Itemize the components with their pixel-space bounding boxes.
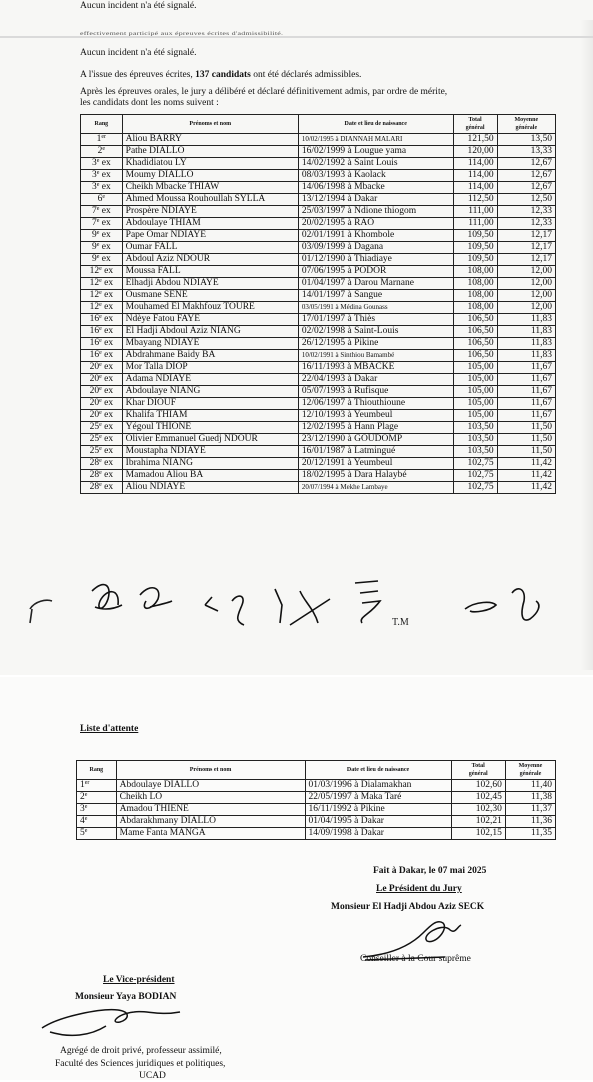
- total-cell: 108,00: [453, 278, 497, 290]
- average-cell: 11,83: [497, 350, 555, 362]
- total-cell: 121,50: [453, 134, 497, 146]
- table-row: [81, 386, 556, 398]
- header-average: Moyenne générale: [497, 115, 555, 134]
- total-cell: 103,50: [453, 446, 497, 458]
- birth-cell: 08/03/1993 à Kaolack: [298, 170, 453, 182]
- rank-cell: 9e ex: [81, 230, 123, 242]
- rank-cell: 25e ex: [81, 434, 123, 446]
- average-cell: 11,67: [497, 374, 555, 386]
- waiting-name-cell: Abdarakhmany DIALLO: [116, 816, 305, 828]
- birth-cell: 12/10/1993 à Yeumbeul: [298, 410, 453, 422]
- rank-cell: 16e ex: [81, 314, 123, 326]
- waiting-name-cell: Cheikh LO: [116, 792, 305, 804]
- name-cell: Mamadou Aliou BA: [122, 470, 298, 482]
- header-name: Prénoms et nom: [122, 115, 298, 134]
- waiting-name-cell: Amadou THIENE: [116, 804, 305, 816]
- total-cell: 102,75: [453, 470, 497, 482]
- waiting-rank-cell: 3e: [77, 804, 117, 816]
- top-no-incident-text: Aucun incident n'a été signalé.: [80, 1, 197, 11]
- waiting-birth-cell: 01/03/1996 à Dialamakhan: [305, 780, 451, 792]
- table-header-row: [81, 115, 556, 134]
- waiting-row: [77, 828, 556, 840]
- average-cell: 11,50: [497, 446, 555, 458]
- waiting-average-cell: 11,40: [505, 780, 555, 792]
- table-row: [81, 434, 556, 446]
- average-cell: 12,00: [497, 302, 555, 314]
- name-cell: El Hadji Abdoul Aziz NIANG: [122, 326, 298, 338]
- president-name: Monsieur El Hadji Abdou Aziz SECK: [331, 902, 485, 912]
- birth-cell: 22/04/1993 à Dakar: [298, 374, 453, 386]
- name-cell: Mor Talla DIOP: [122, 362, 298, 374]
- total-cell: 111,00: [453, 206, 497, 218]
- no-incident-text: Aucun incident n'a été signalé.: [80, 48, 197, 58]
- table-row: [81, 170, 556, 182]
- waiting-average-cell: 11,36: [505, 816, 555, 828]
- signature-initials-text: T.M: [392, 617, 409, 628]
- birth-cell: 01/12/1990 à Thiadiaye: [298, 254, 453, 266]
- rank-cell: 25e ex: [81, 422, 123, 434]
- table-row: [81, 290, 556, 302]
- birth-cell: 05/07/1993 à Rufisque: [298, 386, 453, 398]
- rank-cell: 16e ex: [81, 326, 123, 338]
- birth-cell: 23/12/1990 à GOUDOMP: [298, 434, 453, 446]
- total-cell: 102,75: [453, 482, 497, 494]
- orals-text-line2: les candidats dont les noms suivent :: [80, 98, 219, 108]
- waiting-average-cell: 11,35: [505, 828, 555, 840]
- table-row: [81, 254, 556, 266]
- table-row: [81, 422, 556, 434]
- name-cell: Moussa FALL: [122, 266, 298, 278]
- name-cell: Elhadji Abdou NDIAYE: [122, 278, 298, 290]
- table-row: [81, 146, 556, 158]
- table-row: [81, 374, 556, 386]
- birth-cell: 12/02/1995 à Hann Plage: [298, 422, 453, 434]
- birth-cell: 02/01/1991 à Khombole: [298, 230, 453, 242]
- birth-cell: 20/07/1994 à Mekhe Lambaye: [298, 482, 453, 494]
- total-cell: 106,50: [453, 350, 497, 362]
- waiting-header-row: [77, 761, 556, 780]
- birth-cell: 25/03/1997 à Ndione thiogom: [298, 206, 453, 218]
- total-cell: 105,00: [453, 386, 497, 398]
- waiting-header-rank: Rang: [77, 761, 117, 780]
- name-cell: Ousmane SENE: [122, 290, 298, 302]
- average-cell: 12,33: [497, 218, 555, 230]
- average-cell: 12,67: [497, 182, 555, 194]
- total-cell: 105,00: [453, 362, 497, 374]
- waiting-rank-cell: 4e: [77, 816, 117, 828]
- table-row: [81, 182, 556, 194]
- birth-cell: 14/06/1998 à Mbacke: [298, 182, 453, 194]
- birth-cell: 12/06/1997 à Thiouthioune: [298, 398, 453, 410]
- table-row: [81, 314, 556, 326]
- waiting-total-cell: 102,45: [451, 792, 505, 804]
- total-cell: 109,50: [453, 242, 497, 254]
- average-cell: 11,83: [497, 338, 555, 350]
- average-cell: 11,50: [497, 422, 555, 434]
- rank-cell: 16e ex: [81, 350, 123, 362]
- name-cell: Pathe DIALLO: [122, 146, 298, 158]
- header-rank: Rang: [81, 115, 123, 134]
- rank-cell: 9e ex: [81, 254, 123, 266]
- average-cell: 11,83: [497, 326, 555, 338]
- average-cell: 11,67: [497, 398, 555, 410]
- table-row: [81, 458, 556, 470]
- total-cell: 109,50: [453, 230, 497, 242]
- total-cell: 102,75: [453, 458, 497, 470]
- rank-cell: 20e ex: [81, 410, 123, 422]
- admitted-candidates-table: [80, 114, 556, 494]
- table-row: [81, 206, 556, 218]
- rank-cell: 9e ex: [81, 242, 123, 254]
- average-cell: 13,50: [497, 134, 555, 146]
- average-cell: 11,50: [497, 434, 555, 446]
- rank-cell: 7e ex: [81, 206, 123, 218]
- name-cell: Ahmed Moussa Rouhoullah SYLLA: [122, 194, 298, 206]
- rank-cell: 2e: [81, 146, 123, 158]
- place-date-text: Fait à Dakar, le 07 mai 2025: [373, 866, 487, 876]
- average-cell: 11,67: [497, 386, 555, 398]
- total-cell: 114,00: [453, 182, 497, 194]
- birth-cell: 16/02/1999 à Louguе yama: [298, 146, 453, 158]
- waiting-list-title: Liste d'attente: [80, 724, 139, 734]
- total-cell: 103,50: [453, 434, 497, 446]
- rank-cell: 20e ex: [81, 374, 123, 386]
- name-cell: Abdoulaye THIAM: [122, 218, 298, 230]
- name-cell: Khadidiatou LY: [122, 158, 298, 170]
- waiting-header-average: Moyenne générale: [505, 761, 555, 780]
- name-cell: Moustapha NDIAYE: [122, 446, 298, 458]
- total-cell: 108,00: [453, 290, 497, 302]
- rank-cell: 16e ex: [81, 338, 123, 350]
- table-row: [81, 266, 556, 278]
- name-cell: Adama NDIAYE: [122, 374, 298, 386]
- waiting-total-cell: 102,30: [451, 804, 505, 816]
- waiting-row: [77, 792, 556, 804]
- birth-cell: 14/01/1997 à Sangue: [298, 290, 453, 302]
- table-row: [81, 338, 556, 350]
- waiting-name-cell: Abdoulaye DIALLO: [116, 780, 305, 792]
- table-row: [81, 218, 556, 230]
- name-cell: Prospère NDIAYE: [122, 206, 298, 218]
- average-cell: 11,67: [497, 362, 555, 374]
- total-cell: 106,50: [453, 338, 497, 350]
- cropped-line-text: effectivement participé aux épreuves écrites d'admissibilité.: [80, 31, 284, 37]
- birth-cell: 01/04/1997 à Darou Marnane: [298, 278, 453, 290]
- waiting-total-cell: 102,15: [451, 828, 505, 840]
- rank-cell: 28e ex: [81, 482, 123, 494]
- average-cell: 11,83: [497, 314, 555, 326]
- average-cell: 12,00: [497, 290, 555, 302]
- rank-cell: 1er: [81, 134, 123, 146]
- name-cell: Khalifa THIAM: [122, 410, 298, 422]
- waiting-birth-cell: 16/11/1992 à Pikine: [305, 804, 451, 816]
- waiting-birth-cell: 22/05/1997 à Maka Taré: [305, 792, 451, 804]
- waiting-header-total: Total général: [451, 761, 505, 780]
- table-row: [81, 482, 556, 494]
- average-cell: 11,42: [497, 458, 555, 470]
- rank-cell: 3e ex: [81, 158, 123, 170]
- total-cell: 105,00: [453, 410, 497, 422]
- total-cell: 111,00: [453, 218, 497, 230]
- average-cell: 12,50: [497, 194, 555, 206]
- waiting-row: [77, 804, 556, 816]
- total-cell: 105,00: [453, 374, 497, 386]
- name-cell: Mouhamed El Makhfouz TOURE: [122, 302, 298, 314]
- table-row: [81, 350, 556, 362]
- waiting-header-name: Prénoms et nom: [116, 761, 305, 780]
- rank-cell: 12e ex: [81, 302, 123, 314]
- birth-cell: 10/02/1995 à DIANNAH MALARI: [298, 134, 453, 146]
- birth-cell: 03/09/1999 à Dagana: [298, 242, 453, 254]
- average-cell: 12,67: [497, 170, 555, 182]
- waiting-rank-cell: 2e: [77, 792, 117, 804]
- name-cell: Cheikh Mbacke THIAW: [122, 182, 298, 194]
- name-cell: Aliou BARRY: [122, 134, 298, 146]
- table-row: [81, 398, 556, 410]
- average-cell: 12,00: [497, 278, 555, 290]
- total-cell: 112,50: [453, 194, 497, 206]
- jury-signatures: [0, 565, 593, 640]
- total-cell: 120,00: [453, 146, 497, 158]
- average-cell: 12,17: [497, 254, 555, 266]
- birth-cell: 20/02/1995 à RAO: [298, 218, 453, 230]
- rank-cell: 12e ex: [81, 266, 123, 278]
- table-row: [81, 410, 556, 422]
- birth-cell: 20/12/1991 à Yeumbeul: [298, 458, 453, 470]
- average-cell: 12,00: [497, 266, 555, 278]
- name-cell: Abdoulaye NIANG: [122, 386, 298, 398]
- table-row: [81, 134, 556, 146]
- average-cell: 11,42: [497, 470, 555, 482]
- name-cell: Pape Omar NDIAYE: [122, 230, 298, 242]
- president-role: Conseiller à la Cour suprême: [360, 954, 471, 964]
- rank-cell: 20e ex: [81, 362, 123, 374]
- waiting-total-cell: 102,21: [451, 816, 505, 828]
- waiting-birth-cell: 01/04/1995 à Dakar: [305, 816, 451, 828]
- name-cell: Ndèye Fatou FAYE: [122, 314, 298, 326]
- average-cell: 12,17: [497, 242, 555, 254]
- rank-cell: 28e ex: [81, 470, 123, 482]
- table-row: [81, 446, 556, 458]
- vp-role-line2: Faculté des Sciences juridiques et politiques,: [55, 1059, 226, 1069]
- table-row: [81, 302, 556, 314]
- name-cell: Khar DIOUF: [122, 398, 298, 410]
- rank-cell: 12e ex: [81, 290, 123, 302]
- rank-cell: 6e: [81, 194, 123, 206]
- rank-cell: 20e ex: [81, 386, 123, 398]
- orals-text-line1: Après les épreuves orales, le jury a délibéré et déclaré définitivement admis, par ordre de mérite,: [80, 87, 448, 97]
- average-cell: 13,33: [497, 146, 555, 158]
- name-cell: Ibrahima NIANG: [122, 458, 298, 470]
- birth-cell: 16/01/1987 à Latmingué: [298, 446, 453, 458]
- vp-name: Monsieur Yaya BODIAN: [75, 992, 177, 1002]
- header-birth: Date et lieu de naissance: [298, 115, 453, 134]
- header-total: Total général: [453, 115, 497, 134]
- birth-cell: 26/12/1995 à Pikine: [298, 338, 453, 350]
- name-cell: Moumy DIALLO: [122, 170, 298, 182]
- name-cell: Oumar FALL: [122, 242, 298, 254]
- waiting-average-cell: 11,37: [505, 804, 555, 816]
- table-row: [81, 326, 556, 338]
- name-cell: Olivier Emmanuel Guedj NDOUR: [122, 434, 298, 446]
- total-cell: 103,50: [453, 422, 497, 434]
- name-cell: Mbayang NDIAYE: [122, 338, 298, 350]
- total-cell: 109,50: [453, 254, 497, 266]
- vp-title: Le Vice-président: [103, 975, 175, 985]
- average-cell: 11,67: [497, 410, 555, 422]
- admissibles-text: A l'issue des épreuves écrites, 137 candidats ont été déclarés admissibles.: [80, 70, 362, 80]
- table-row: [81, 470, 556, 482]
- rank-cell: 28e ex: [81, 458, 123, 470]
- birth-cell: 17/01/1997 à Thiès: [298, 314, 453, 326]
- total-cell: 108,00: [453, 302, 497, 314]
- total-cell: 114,00: [453, 158, 497, 170]
- waiting-name-cell: Mame Fanta MANGA: [116, 828, 305, 840]
- rank-cell: 3e ex: [81, 170, 123, 182]
- vp-signature: [30, 998, 220, 1048]
- waiting-header-birth: Date et lieu de naissance: [305, 761, 451, 780]
- birth-cell: 13/12/1994 à Dakar: [298, 194, 453, 206]
- rank-cell: 3e ex: [81, 182, 123, 194]
- waiting-row: [77, 816, 556, 828]
- table-row: [81, 230, 556, 242]
- waiting-row: [77, 780, 556, 792]
- rank-cell: 25e ex: [81, 446, 123, 458]
- name-cell: Aliou NDIAYE: [122, 482, 298, 494]
- rank-cell: 7e ex: [81, 218, 123, 230]
- rank-cell: 12e ex: [81, 278, 123, 290]
- vp-role-line3: UCAD: [139, 1071, 166, 1081]
- average-cell: 12,67: [497, 158, 555, 170]
- president-title: Le Président du Jury: [376, 884, 462, 894]
- waiting-rank-cell: 5e: [77, 828, 117, 840]
- birth-cell: 02/02/1998 à Saint-Louis: [298, 326, 453, 338]
- average-cell: 12,33: [497, 206, 555, 218]
- birth-cell: 03/05/1991 à Médina Gounass: [298, 302, 453, 314]
- birth-cell: 14/02/1992 à Saint Louis: [298, 158, 453, 170]
- table-row: [81, 362, 556, 374]
- name-cell: Abdoul Aziz NDOUR: [122, 254, 298, 266]
- waiting-birth-cell: 14/09/1998 à Dakar: [305, 828, 451, 840]
- table-row: [81, 242, 556, 254]
- average-cell: 12,17: [497, 230, 555, 242]
- waiting-rank-cell: 1er: [77, 780, 117, 792]
- average-cell: 11,42: [497, 482, 555, 494]
- birth-cell: 07/06/1995 à PODOR: [298, 266, 453, 278]
- total-cell: 105,00: [453, 398, 497, 410]
- waiting-average-cell: 11,38: [505, 792, 555, 804]
- table-row: [81, 158, 556, 170]
- total-cell: 106,50: [453, 326, 497, 338]
- name-cell: Yégoul THIONE: [122, 422, 298, 434]
- table-row: [81, 278, 556, 290]
- table-row: [81, 194, 556, 206]
- waiting-total-cell: 102,60: [451, 780, 505, 792]
- birth-cell: 18/02/1995 à Dara Halaybé: [298, 470, 453, 482]
- total-cell: 108,00: [453, 266, 497, 278]
- waiting-list-table: [76, 760, 556, 840]
- birth-cell: 16/11/1993 à MBACKE: [298, 362, 453, 374]
- vp-role-line1: Agrégé de droit privé, professeur assimilé,: [60, 1046, 222, 1056]
- total-cell: 106,50: [453, 314, 497, 326]
- rank-cell: 20e ex: [81, 398, 123, 410]
- name-cell: Abdrahmane Baidy BA: [122, 350, 298, 362]
- total-cell: 114,00: [453, 170, 497, 182]
- birth-cell: 10/02/1991 à Sinthiou Bamambé: [298, 350, 453, 362]
